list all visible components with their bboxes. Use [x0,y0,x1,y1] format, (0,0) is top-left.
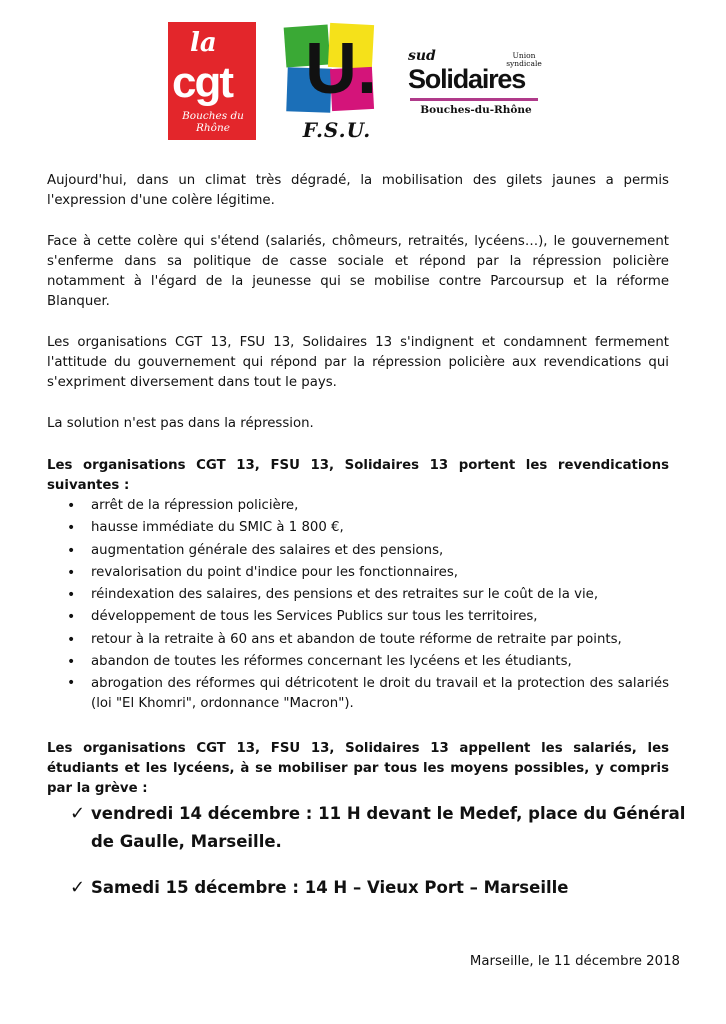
bullet-icon: • [67,564,76,581]
list-item: • revalorisation du point d'indice pour les fonctionnaires, [47,562,669,584]
paragraph-condemnation [47,333,669,393]
solidaires-logo-bar [410,98,538,101]
paragraph-text: Les organisations CGT 13, FSU 13, Solidaires 13 portent les revendications suivantes : [47,458,669,493]
solidaires-logo-sud: sud [408,48,436,64]
event-text: Samedi 15 décembre : 14 H – Vieux Port – Marseille [91,878,569,897]
solidaires-logo-union: Union syndicale [506,51,542,68]
list-item: • hausse immédiate du SMIC à 1 800 €, [47,517,669,539]
cgt-logo-region: Bouches du Rhône [182,110,244,134]
cgt-logo-name: cgt [172,58,232,107]
checkmark-icon: ✓ [70,877,86,898]
fsu-logo-name: F.S.U. [302,118,372,142]
bullet-icon: • [67,631,76,648]
demands-heading [47,456,669,496]
cgt-logo [168,22,256,140]
date-line: Marseille, le 11 décembre 2018 [469,954,680,969]
paragraph-context [47,232,669,312]
list-item: • arrêt de la répression policière, [47,495,669,517]
paragraph-text: Aujourd'hui, dans un climat très dégradé, la mobilisation des gilets jaunes a permis l'expression d'une colère légitime. [47,173,669,208]
solidaires-logo [406,48,546,118]
event-friday [70,800,686,856]
bullet-icon: • [67,498,76,514]
fsu-logo [283,22,383,142]
paragraph-solution [47,414,669,434]
list-item: • abrogation des réformes qui détricotent le droit du travail et la protection des salariés (loi "El Khomri", ordonnance "Macron"). [67,675,669,712]
bullet-icon: • [67,609,76,626]
list-item: • développement de tous les Services Publics sur tous les territoires, [47,606,669,628]
bullet-icon: • [67,587,76,604]
solidaires-logo-region: Bouches-du-Rhône [420,104,532,116]
fsu-logo-letter: U. [305,29,377,109]
logo-banner [0,18,726,148]
checkmark-icon: ✓ [70,803,86,824]
paragraph-text: La solution n'est pas dans la répression. [47,416,314,431]
event-saturday [70,874,686,902]
list-item: • abandon de toutes les réformes concernant les lycéens et les étudiants, [47,651,669,673]
cgt-logo-la: la [190,28,217,58]
bullet-icon: • [67,675,76,692]
event-text: vendredi 14 décembre : 11 H devant le Medef, place du Général de Gaulle, Marseille. [91,804,686,851]
list-item: • retour à la retraite à 60 ans et abandon de toute réforme de retraite par points, [47,629,669,651]
solidaires-logo-name: Solidaires [408,64,526,94]
paragraph-text: Les organisations CGT 13, FSU 13, Solidaires 13 appellent les salariés, les étudiants et les lycéens, à se mobiliser par tous les moyens possibles, y compris par la grève : [47,741,669,796]
paragraph-text: Face à cette colère qui s'étend (salariés, chômeurs, retraités, lycéens…), le gouvernement s'enferme dans sa politique de casse sociale et répond par la répression policière notamment à l'égard de la jeunesse qui se mobilise contre Parcoursup et la réforme Blanquer. [47,234,669,309]
bullet-icon: • [67,654,76,671]
paragraph-intro [47,171,669,211]
bullet-icon: • [67,542,76,559]
bullet-icon: • [67,520,76,537]
list-item: • augmentation générale des salaires et des pensions, [47,540,669,562]
paragraph-text: Les organisations CGT 13, FSU 13, Solidaires 13 s'indignent et condamnent fermement l'attitude du gouvernement qui répond par la répression policière aux revendications qui s'expriment diversement dans tout le pays. [47,335,669,390]
list-item: • réindexation des salaires, des pensions et des retraites sur le coût de la vie, [47,584,669,606]
call-to-action [47,739,669,799]
demands-list [47,495,669,714]
